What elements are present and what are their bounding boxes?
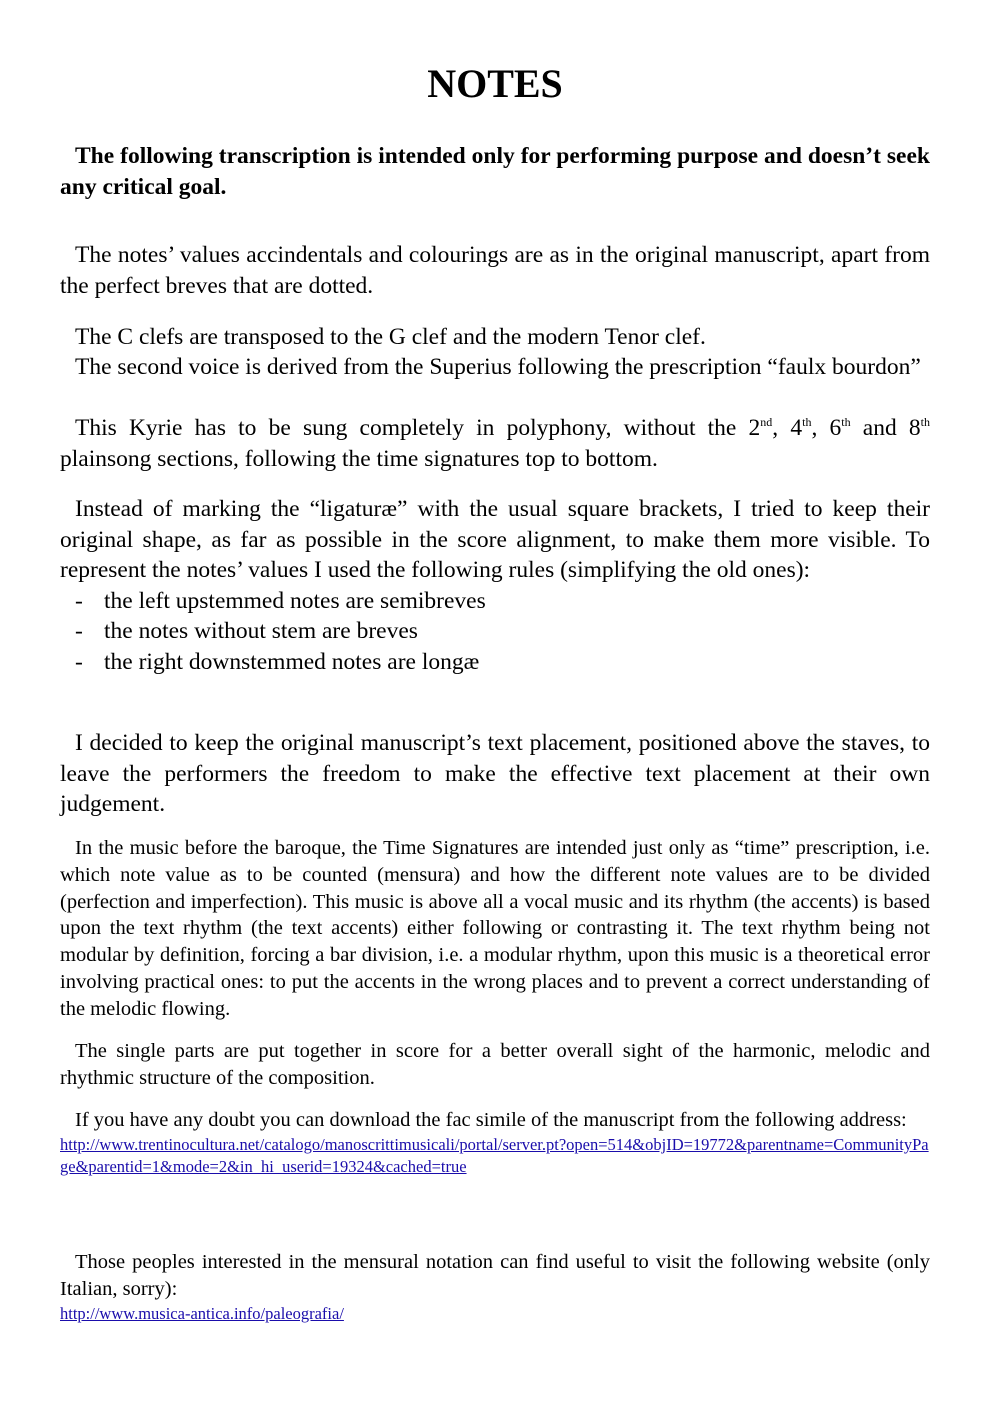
mensural-paragraph: Those peoples interested in the mensural notation can find useful to visit the following website (only Italian, sorry):	[60, 1251, 930, 1300]
kyrie-text-c: , 6	[811, 415, 842, 441]
kyrie-ordinal-th-8: th	[920, 415, 930, 429]
clefs-paragraph: The C clefs are transposed to the G clef and the modern Tenor clef.	[75, 324, 706, 350]
list-item-text: the right downstemmed notes are longæ	[104, 648, 480, 675]
kyrie-text-d: and 8	[850, 415, 921, 441]
kyrie-paragraph	[60, 413, 930, 474]
kyrie-text-a: This Kyrie has to be sung completely in polyphony, without the 2	[75, 415, 761, 441]
second-voice-paragraph: The second voice is derived from the Superius following the prescription “faulx bourdon”	[75, 354, 921, 380]
list-item-text: the left upstemmed notes are semibreves	[104, 587, 486, 614]
time-signatures-paragraph: In the music before the baroque, the Time Signatures are intended just only as “time” prescription, i.e. which note value as to be counted (mensura) and how the different note values are to be divided (perfection and imperfection). This music is above all a vocal music and its rhythm (the accents) is based upon the text rhythm (the text accents) either following or contrasting it. The text rhythm being not modular by definition, forcing a bar division, i.e. a modular rhythm, upon this music is a theoretical error involving practical ones: to put the accents in the wrong places and to prevent a correct understanding of the melodic flowing.	[60, 837, 930, 1020]
list-item	[60, 586, 930, 617]
manuscript-link[interactable]: http://www.trentinocultura.net/catalogo/manoscrittimusicali/portal/server.pt?open=514&objID=19772&parentname=CommunityPage&parentid=1&mode=2&in_hi_userid=19324&cached=true	[60, 1134, 929, 1176]
list-item-text: the notes without stem are breves	[104, 618, 418, 644]
list-dash: -	[75, 648, 83, 675]
page-title: NOTES	[427, 61, 563, 106]
score-paragraph: The single parts are put together in score for a better overall sight of the harmonic, melodic and rhythmic structure of the composition.	[60, 1040, 930, 1089]
list-item	[60, 647, 930, 678]
kyrie-ordinal-th-6: th	[841, 415, 851, 429]
list-item	[60, 616, 930, 647]
rules-list	[60, 586, 930, 678]
ligatures-paragraph: Instead of marking the “ligaturæ” with the usual square brackets, I tried to keep their original shape, as far as possible in the score alignment, to make them more visible. To represent the notes’ values I used the following rules (simplifying the old ones):	[60, 496, 930, 583]
download-section	[60, 1107, 930, 1178]
list-dash: -	[75, 618, 83, 644]
kyrie-ordinal-nd: nd	[760, 415, 773, 429]
download-paragraph: If you have any doubt you can download the fac simile of the manuscript from the following address:	[75, 1109, 907, 1131]
kyrie-ordinal-th-4: th	[802, 415, 812, 429]
intro-paragraph: The following transcription is intended only for performing purpose and doesn’t seek any critical goal.	[60, 143, 930, 200]
kyrie-text-e: plainsong sections, following the time signatures top to bottom.	[60, 445, 658, 472]
paleografia-link[interactable]: http://www.musica-antica.info/paleografia/	[60, 1303, 344, 1323]
ligatures-section	[60, 494, 930, 677]
text-placement-paragraph: I decided to keep the original manuscript’s text placement, positioned above the staves, to leave the performers the freedom to make the effective text placement at their own judgement.	[60, 730, 930, 817]
list-dash: -	[75, 587, 83, 614]
mensural-section	[60, 1249, 930, 1325]
values-paragraph: The notes’ values accindentals and colourings are as in the original manuscript, apart from the perfect breves that are dotted.	[60, 242, 930, 299]
kyrie-text-b: , 4	[772, 415, 803, 441]
